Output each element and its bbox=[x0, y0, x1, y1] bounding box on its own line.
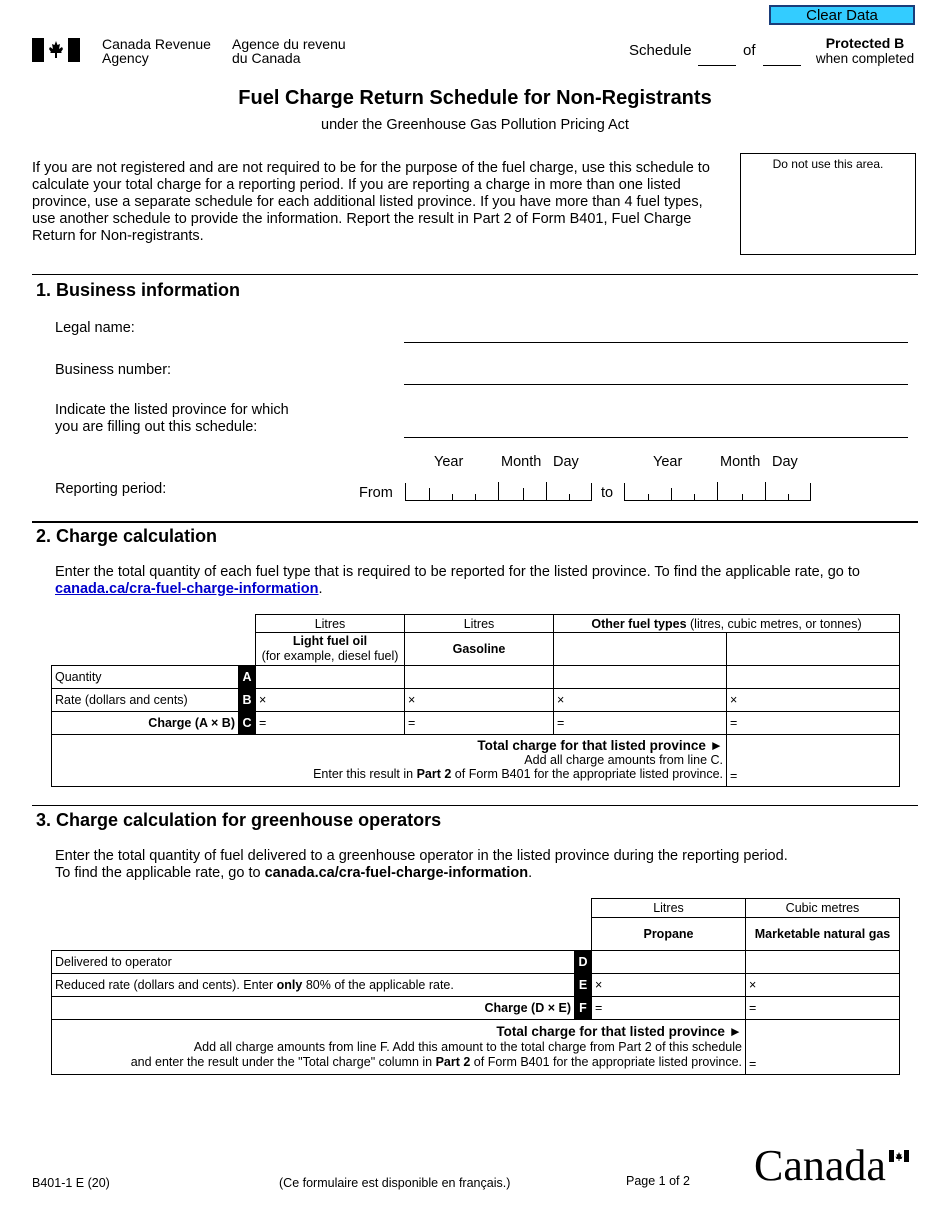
business-number-field[interactable] bbox=[404, 384, 908, 385]
fuel-charge-info-link[interactable]: canada.ca/cra-fuel-charge-information bbox=[55, 581, 319, 597]
schedule-total-field[interactable] bbox=[763, 64, 801, 66]
greenhouse-total-text: Total charge for that listed province ► Add all charge amounts from line F. Add this amount to the total charge from Part 2 of this schedule and enter the result under the "Total charge" column in Part 2 of Form B401 for the appropriate listed province. bbox=[52, 1020, 746, 1075]
total-charge-field[interactable]: = bbox=[727, 735, 900, 787]
charge-label: Charge (A × B) bbox=[52, 712, 239, 735]
rate-gasoline[interactable]: × bbox=[405, 689, 554, 712]
quantity-other-1[interactable] bbox=[554, 666, 727, 689]
litres-header: Litres bbox=[592, 899, 746, 918]
from-day-label: Day bbox=[553, 454, 579, 470]
canada-flag-icon bbox=[32, 38, 80, 62]
charge-natural-gas[interactable]: = bbox=[746, 997, 900, 1020]
line-f-marker: F bbox=[575, 997, 592, 1020]
quantity-other-2[interactable] bbox=[727, 666, 900, 689]
form-code: B401-1 E (20) bbox=[32, 1176, 110, 1190]
from-label: From bbox=[359, 485, 393, 501]
page-title: Fuel Charge Return Schedule for Non-Registrants bbox=[238, 87, 712, 109]
from-year-label: Year bbox=[434, 454, 464, 470]
litres-header-1: Litres bbox=[256, 615, 405, 633]
line-c-marker: C bbox=[239, 712, 256, 735]
agency-name-en: Canada Revenue Agency bbox=[102, 36, 211, 66]
rate-other-1[interactable]: × bbox=[554, 689, 727, 712]
schedule-number-field[interactable] bbox=[698, 64, 736, 66]
from-date-field[interactable] bbox=[405, 483, 592, 501]
other-fuel-types-header: Other fuel types (litres, cubic metres, or tonnes) bbox=[554, 615, 900, 633]
charge-calculation-table bbox=[51, 614, 900, 787]
business-number-label: Business number: bbox=[55, 362, 172, 378]
charge-gasoline[interactable]: = bbox=[405, 712, 554, 735]
section1-title: 1. Business information bbox=[36, 280, 241, 300]
rate-other-2[interactable]: × bbox=[727, 689, 900, 712]
greenhouse-calculation-table bbox=[51, 898, 900, 1075]
section3-instructions: Enter the total quantity of fuel delivered to a greenhouse operator in the listed province during the reporting period. To find the applicable rate, go to canada.ca/cra-fuel-charge-information. bbox=[55, 848, 788, 881]
province-field[interactable] bbox=[404, 437, 908, 438]
charge-other-1[interactable]: = bbox=[554, 712, 727, 735]
to-label: to bbox=[601, 485, 614, 501]
total-charge-text: Total charge for that listed province ► Add all charge amounts from line C. Enter this result in Part 2 of Form B401 for the appropriate listed province. bbox=[52, 735, 727, 787]
clear-data-button[interactable]: Clear Data bbox=[769, 5, 915, 25]
line-a-marker: A bbox=[239, 666, 256, 689]
gasoline-header: Gasoline bbox=[405, 633, 554, 666]
to-date-field[interactable] bbox=[624, 483, 811, 501]
delivered-natural-gas[interactable] bbox=[746, 951, 900, 974]
rate-natural-gas[interactable]: × bbox=[746, 974, 900, 997]
section2-instructions: Enter the total quantity of each fuel type that is required to be reported for the listed province. To find the applicable rate, go to canada.ca/cra-fuel-charge-information. bbox=[55, 564, 860, 597]
light-fuel-oil-header: Light fuel oil (for example, diesel fuel) bbox=[256, 633, 405, 666]
quantity-light-fuel[interactable] bbox=[256, 666, 405, 689]
rate-label: Rate (dollars and cents) bbox=[52, 689, 239, 712]
do-not-use-area: Do not use this area. bbox=[740, 153, 916, 255]
page-subtitle: under the Greenhouse Gas Pollution Pricing Act bbox=[321, 117, 629, 133]
reporting-period-label: Reporting period: bbox=[55, 481, 167, 497]
legal-name-label: Legal name: bbox=[55, 320, 135, 336]
agency-name-fr: Agence du revenu du Canada bbox=[232, 36, 346, 66]
other-fuel-type-1-name[interactable] bbox=[554, 633, 727, 666]
cubic-metres-header: Cubic metres bbox=[746, 899, 900, 918]
from-month-label: Month bbox=[501, 454, 542, 470]
line-b-marker: B bbox=[239, 689, 256, 712]
of-label: of bbox=[743, 42, 756, 59]
line-d-marker: D bbox=[575, 951, 592, 974]
legal-name-field[interactable] bbox=[404, 342, 908, 343]
litres-header-2: Litres bbox=[405, 615, 554, 633]
rate-propane[interactable]: × bbox=[592, 974, 746, 997]
other-fuel-type-2-name[interactable] bbox=[727, 633, 900, 666]
greenhouse-total-field[interactable]: = bbox=[746, 1020, 900, 1075]
to-month-label: Month bbox=[720, 454, 761, 470]
reduced-rate-label: Reduced rate (dollars and cents). Enter only 80% of the applicable rate. bbox=[52, 974, 575, 997]
charge-light-fuel[interactable]: = bbox=[256, 712, 405, 735]
greenhouse-charge-label: Charge (D × E) bbox=[52, 997, 575, 1020]
natural-gas-header: Marketable natural gas bbox=[746, 918, 900, 951]
section1-divider bbox=[32, 274, 918, 275]
french-availability-note: (Ce formulaire est disponible en français.) bbox=[279, 1176, 511, 1190]
delivered-label: Delivered to operator bbox=[52, 951, 575, 974]
wordmark-flag-icon bbox=[889, 1150, 909, 1162]
canada-wordmark: Canada bbox=[754, 1141, 886, 1190]
section2-title: 2. Charge calculation bbox=[36, 526, 218, 546]
section3-divider bbox=[32, 805, 918, 806]
charge-propane[interactable]: = bbox=[592, 997, 746, 1020]
charge-other-2[interactable]: = bbox=[727, 712, 900, 735]
quantity-label: Quantity bbox=[52, 666, 239, 689]
province-label: Indicate the listed province for which you are filling out this schedule: bbox=[55, 402, 289, 435]
page-number: Page 1 of 2 bbox=[626, 1174, 690, 1188]
schedule-label: Schedule bbox=[629, 42, 692, 59]
quantity-gasoline[interactable] bbox=[405, 666, 554, 689]
propane-header: Propane bbox=[592, 918, 746, 951]
to-day-label: Day bbox=[772, 454, 798, 470]
section3-title: 3. Charge calculation for greenhouse operators bbox=[36, 810, 442, 830]
rate-light-fuel[interactable]: × bbox=[256, 689, 405, 712]
intro-text: If you are not registered and are not required to be for the purpose of the fuel charge, use this schedule to calculate your total charge for a reporting period. If you are reporting a charge in more than one listed province, use a separate schedule for each additional listed province. If you have more than 4 fuel types, use another schedule to provide the information. Report the result in Part 2 of Form B401, Fuel Charge Return for Non-registrants. bbox=[32, 160, 710, 244]
line-e-marker: E bbox=[575, 974, 592, 997]
section2-divider bbox=[32, 521, 918, 523]
delivered-propane[interactable] bbox=[592, 951, 746, 974]
protected-b: Protected B when completed bbox=[815, 35, 915, 66]
to-year-label: Year bbox=[653, 454, 683, 470]
